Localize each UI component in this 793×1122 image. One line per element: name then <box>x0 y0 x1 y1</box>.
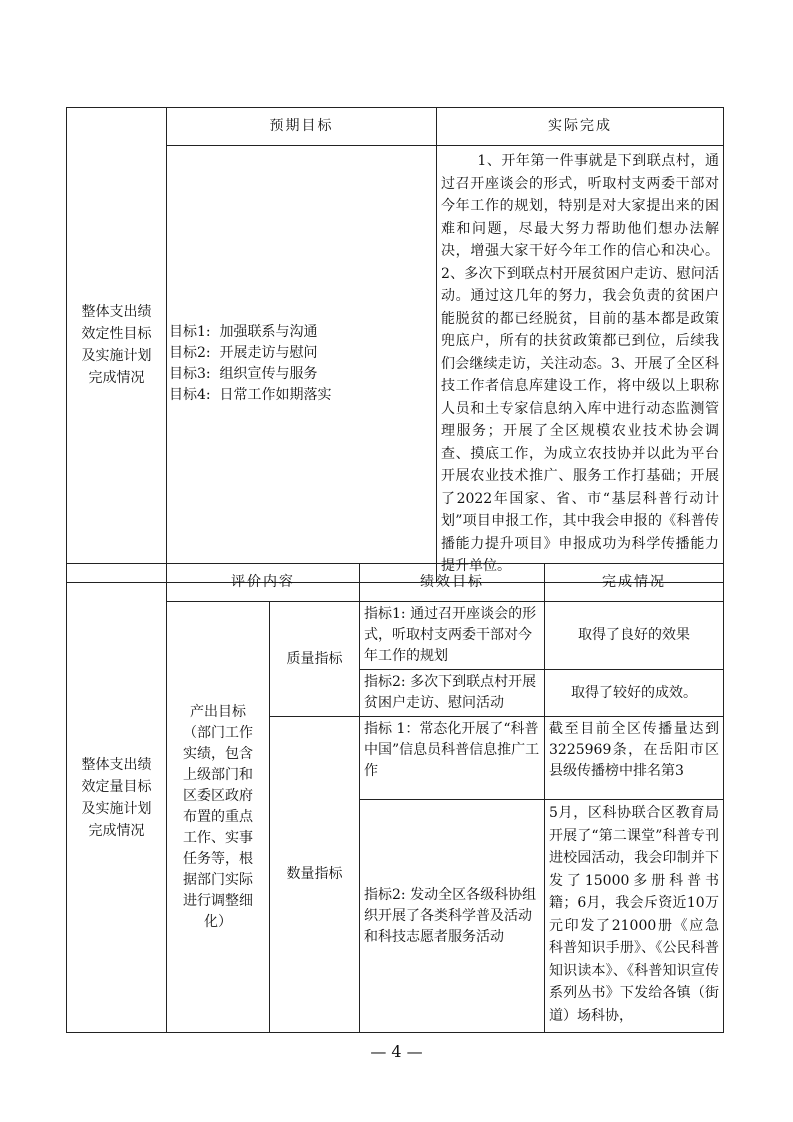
indicator-target: 指标 1：常态化开展了“科普中国”信息员科普信息推广工作 <box>360 717 545 800</box>
completion-status-header: 完成情况 <box>545 564 724 602</box>
page-number: — 4 — <box>370 1042 423 1061</box>
indicator-target: 指标2: 多次下到联点村开展贫困户走访、慰问活动 <box>360 670 545 717</box>
output-target-label: 产出目标（部门工作实绩，包含上级部门和区委区政府布置的重点工作、实事任务等，根据部门实际进行调整细化） <box>167 602 270 1033</box>
performance-target-header: 绩效目标 <box>360 564 545 602</box>
actual-completion-text: 1、开年第一件事就是下到联点村，通过召开座谈会的形式，听取村支两委干部对今年工作的规划，特别是对大家提出来的困难和问题，尽最大努力帮助他们想办法解决，增强大家干好今年工作的信心和决心。2、多次下到联点村开展贫困户走访、慰问活动。通过这几年的努力，我会负责的贫困户能脱贫的都已经脱贫，目前的基本都是政策兜底户，所有的扶贫政策都已到位，后续我们会继续走访，关注动态。3、开展了全区科技工作者信息库建设工作，将中级以上职称人员和土专家信息纳入库中进行动态监测管理服务；开展了全区规模农业技术协会调查、摸底工作，为成立农技协并以此为平台开展农业技术推广、服务工作打基础；开展了2022年国家、省、市“基层科普行动计划”项目申报工作，其中我会申报的《科普传播能力提升项目》申报成功为科学传播能力提升单位。 <box>441 153 719 574</box>
indicator-completion: 取得了较好的成效。 <box>545 670 724 717</box>
indicator-completion: 5月，区科协联合区教育局开展了“第二课堂”科普专刊进校园活动，我会印制并下发了15000多册科普书籍；6月，我会斥资近10万元印发了21000册《应急科普知识手册》、《公民科普知识读本》、《科普知识宣传系列丛书》下发给各镇（街道）场科协， <box>545 800 724 1033</box>
target-item: 目标3: 组织宣传与服务 <box>169 365 318 382</box>
quality-indicator-label: 质量指标 <box>270 602 360 717</box>
indicator-completion: 取得了良好的效果 <box>545 602 724 670</box>
expected-targets-cell <box>167 146 437 583</box>
qualitative-section-label: 整体支出绩效定性目标及实施计划完成情况 <box>67 108 167 583</box>
indicator-target: 指标1: 通过召开座谈会的形式，听取村支两委干部对今年工作的规划 <box>360 602 545 670</box>
quantity-indicator-label: 数量指标 <box>270 717 360 1033</box>
quantitative-section-label: 整体支出绩效定量目标及实施计划完成情况 <box>67 564 167 1033</box>
target-item: 目标2: 开展走访与慰问 <box>169 344 318 361</box>
actual-completion-cell <box>437 146 724 583</box>
target-item: 目标4: 日常工作如期落实 <box>169 386 332 403</box>
indicator-target: 指标2: 发动全区各级科协组织开展了各类科学普及活动和科技志愿者服务活动 <box>360 800 545 1033</box>
quantitative-table <box>66 563 724 1033</box>
actual-completion-header: 实际完成 <box>437 108 724 146</box>
qualitative-table <box>66 107 724 583</box>
expected-targets-header: 预期目标 <box>167 108 437 146</box>
indicator-completion: 截至目前全区传播量达到3225969条，在岳阳市区县级传播榜中排名第3 <box>545 717 724 800</box>
target-item: 目标1: 加强联系与沟通 <box>169 323 318 340</box>
evaluation-content-header: 评价内容 <box>167 564 360 602</box>
